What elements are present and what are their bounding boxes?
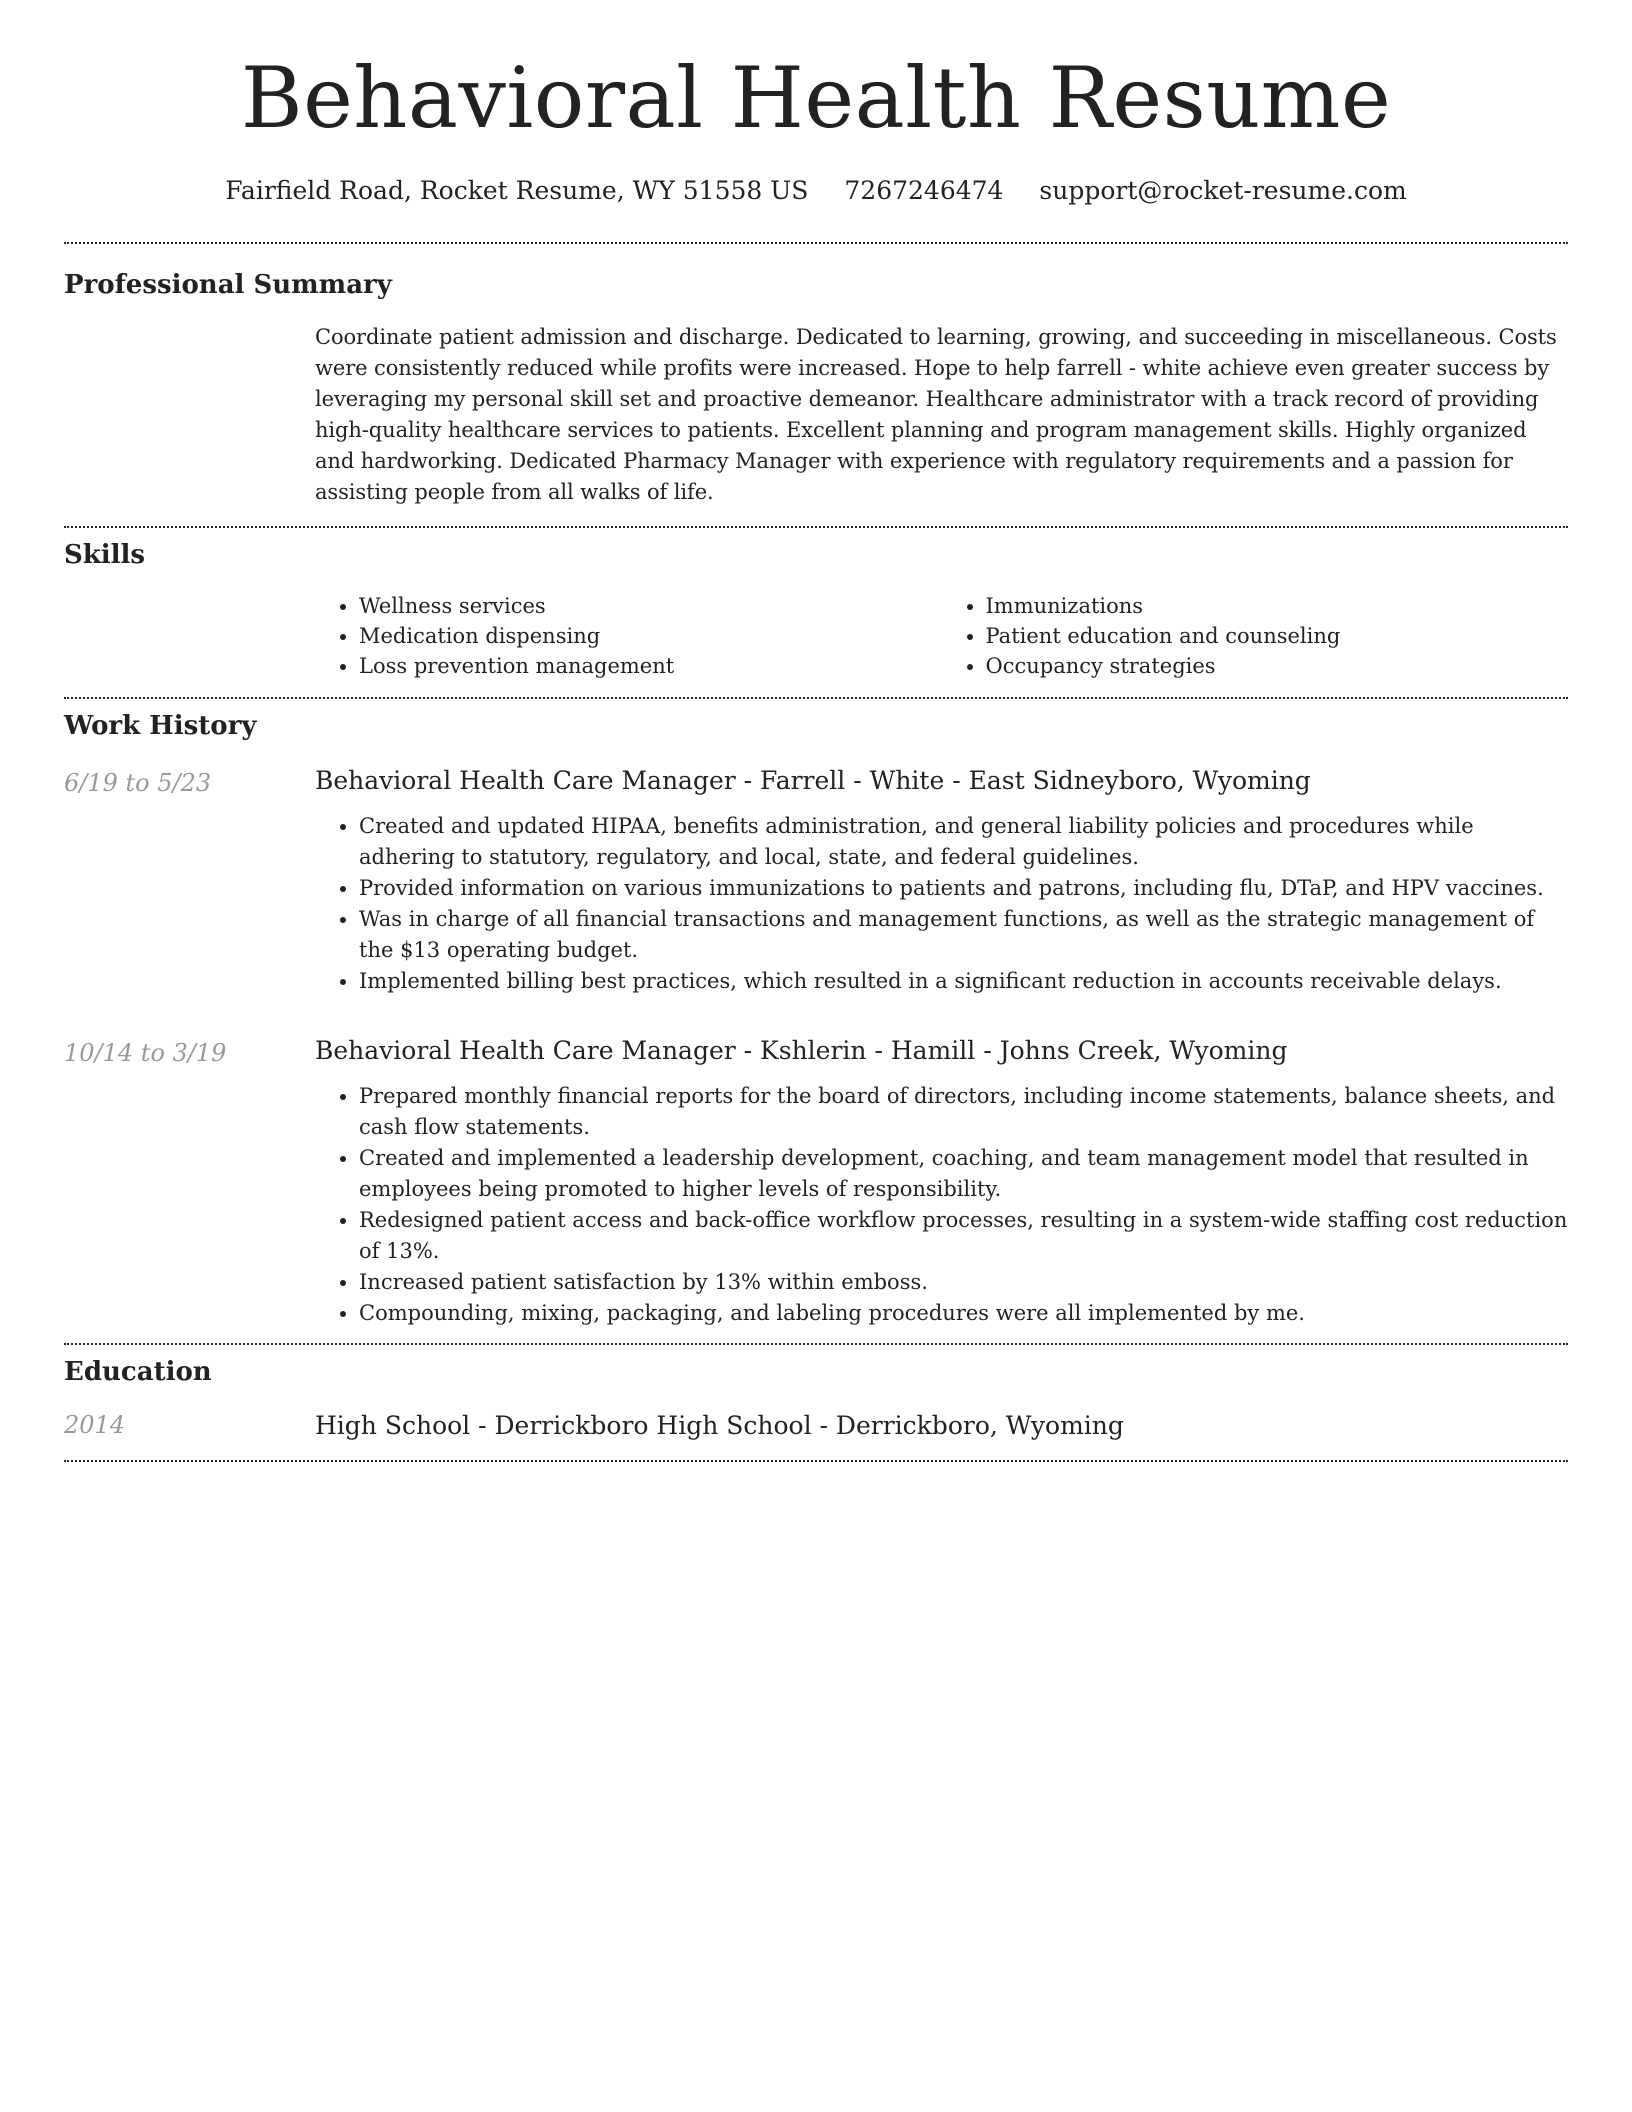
contact-phone: 7267246474: [844, 176, 1004, 205]
job-bullet: • Created and implemented a leadership development, coaching, and team management model that resulted in employees being promoted to higher levels of responsibility.: [359, 1143, 1568, 1205]
skill-item: • Patient education and counseling: [986, 621, 1569, 651]
job-bullet: • Was in charge of all financial transactions and management functions, as well as the strategic management of the $13 operating budget.: [359, 904, 1568, 966]
skill-item: • Loss prevention management: [359, 651, 942, 681]
work-section: [64, 711, 1568, 1342]
divider: [64, 242, 1568, 244]
divider: [64, 526, 1568, 528]
contact-line: [64, 176, 1568, 206]
contact-address: Fairfield Road, Rocket Resume, WY 51558 US: [225, 176, 809, 205]
job-title: Behavioral Health Care Manager - Kshlerin - Hamill - Johns Creek, Wyoming: [315, 1035, 1288, 1065]
education-section: [64, 1357, 1568, 1460]
skills-list-right: [942, 591, 1569, 681]
job-entry: [64, 1035, 1568, 1329]
education-heading: Education: [64, 1356, 212, 1387]
job-dates: 10/14 to 3/19: [64, 1038, 227, 1067]
divider: [64, 697, 1568, 699]
education-title: High School - Derrickboro High School - Derrickboro, Wyoming: [315, 1410, 1124, 1440]
skill-item: • Medication dispensing: [359, 621, 942, 651]
job-bullet: • Created and updated HIPAA, benefits administration, and general liability policies and procedures while adhering to statutory, regulatory, and local, state, and federal guidelines.: [359, 811, 1568, 873]
job-bullets: [315, 1081, 1568, 1329]
education-entry: [64, 1410, 1568, 1460]
contact-email: support@rocket-resume.com: [1039, 176, 1407, 205]
divider: [64, 1460, 1568, 1462]
job-entry: [64, 765, 1568, 997]
skill-item: • Wellness services: [359, 591, 942, 621]
summary-section: [64, 270, 1568, 526]
job-title: Behavioral Health Care Manager - Farrell - White - East Sidneyboro, Wyoming: [315, 765, 1311, 795]
summary-heading: Professional Summary: [64, 270, 392, 300]
skill-item: • Occupancy strategies: [986, 651, 1569, 681]
job-bullet: • Implemented billing best practices, which resulted in a significant reduction in accounts receivable delays.: [359, 966, 1568, 997]
work-heading: Work History: [64, 711, 257, 742]
divider: [64, 1343, 1568, 1345]
skills-list-left: [315, 591, 942, 681]
job-dates: 6/19 to 5/23: [64, 768, 212, 797]
education-year: 2014: [64, 1410, 126, 1439]
skills-lists: [315, 591, 1568, 697]
skills-section: [64, 540, 1568, 697]
job-bullet: • Provided information on various immunizations to patients and patrons, including flu, DTaP, and HPV vaccines.: [359, 873, 1568, 904]
skills-heading: Skills: [64, 540, 146, 571]
job-bullets: [315, 811, 1568, 997]
job-bullet: • Increased patient satisfaction by 13% within emboss.: [359, 1267, 1568, 1298]
job-bullet: • Redesigned patient access and back-office workflow processes, resulting in a system-wide staffing cost reduction of 13%.: [359, 1205, 1568, 1267]
skill-item: • Immunizations: [986, 591, 1569, 621]
resume-name: Behavioral Health Resume: [240, 49, 1392, 147]
summary-text: Coordinate patient admission and discharge. Dedicated to learning, growing, and succeeding in miscellaneous. Costs were consistently reduced while profits were increased. Hope to help farrell - white achieve even greater success by leveraging my personal skill set and proactive demeanor. Healthcare administrator with a track record of providing high-quality healthcare services to patients. Excellent planning and program management skills. Highly organized and hardworking. Dedicated Pharmacy Manager with experience with regulatory requirements and a passion for assisting people from all walks of life.: [315, 325, 1557, 505]
job-bullet: • Prepared monthly financial reports for the board of directors, including income statements, balance sheets, and cash flow statements.: [359, 1081, 1568, 1143]
job-bullet: • Compounding, mixing, packaging, and labeling procedures were all implemented by me.: [359, 1298, 1568, 1329]
